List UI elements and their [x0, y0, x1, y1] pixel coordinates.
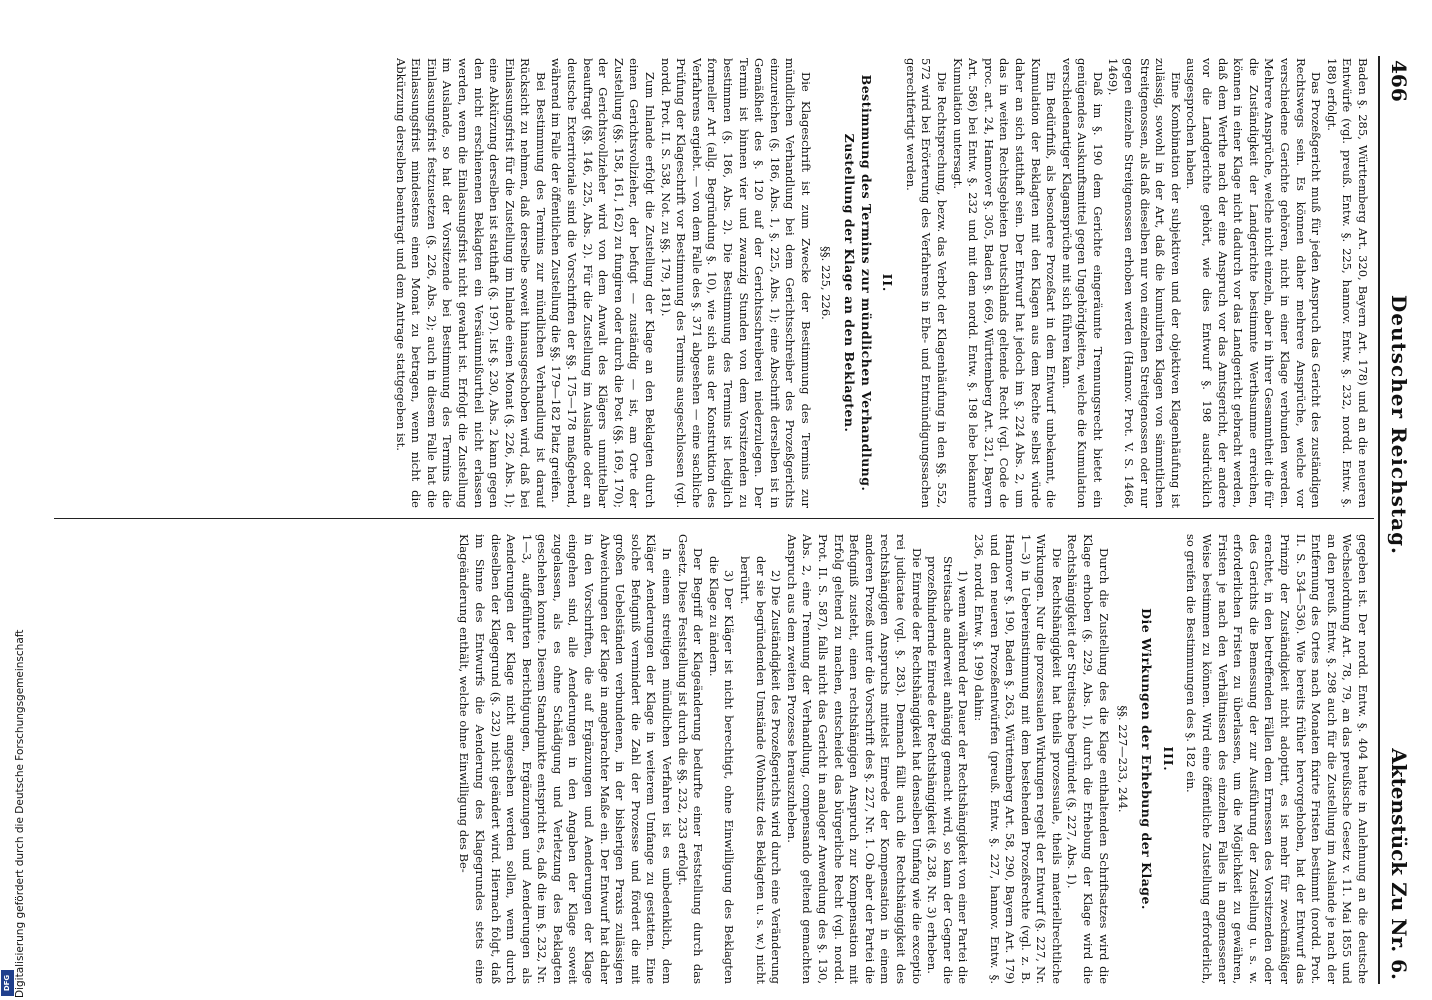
digitization-sidebar	[0, 0, 26, 1000]
paragraph: Die Rechtshängigkeit hat theils prozessuale, theils materiellrechtliche Wirkungen. Nur die prozessualen Wirkungen regelt der Entwurf (§. 227, Nr. 1—3) in Uebereinstimmung mit dem bestehenden Prozeßrechte (vgl. z. B. Hannover §. 190, Baden §. 263, Württemberg Art. 58, 290, Bayern Art. 179) und den neueren Prozeßentwürfen (preuß. Entw. §. 227, hannov. Entw. §. 236, nordd. Entw. §. 199) dahin:	[971, 534, 1064, 984]
list-item: 2) Die Zuständigkeit des Prozeßgerichts wird durch eine Veränderung der sie begründenden Umstände (Wohnsitz des Beklagten u. s. w.) nicht berührt.	[738, 556, 784, 984]
paragraph: Die Einrede der Rechtshängigkeit hat denselben Umfang wie die exceptio rei judicatae (vgl. §. 283). Demnach fällt auch die Rechtshängigkeit des rechtshängigen Anspruchs mittelst Einrede der Kompensation in einem anderen Prozeß unter die Vorschrift des §. 227, Nr. 1. Ob aber der Partei die Befugniß zusteht, einen rechtshängigen Anspruch zur Kompensation mit Erfolg geltend zu machen, entscheidet das bürgerliche Recht (vgl. nordd. Prot. II. S. 587), falls nicht das Gericht in analoger Anwendung des §. 130, Abs. 2, eine Trennung der Verhandlung, compensando geltend gemachten Anspruch aus dem zweiten Prozesse herauszuheben.	[784, 534, 924, 984]
paragraph: In einem streitigen mündlichen Verfahren ist es unbedenklich, dem Kläger Aenderungen der Klage in weiterem Umfange zu gestatten. Eine solche Befugniß vermindert die Zahl der Prozesse und fördert die mit großen Uebelständen verbundenen, in der bisherigen Praxis zulässigen Abweichungen der Klage in angebrachter Maße ein. Der Entwurf hat daher in den Vorschriften, die auf Ergänzungen und Aenderungen der Klage eingehen sind, alle Aenderungen in den Angaben der Klage soweit zugelassen, als es ohne Schädigung und Verletzung des Beklagten geschehen konnte. Diesem Standpunkte entspricht es, daß die im §. 232, Nr. 1—3, aufgeführten Berichtigungen, Ergänzungen und Aenderungen als Aenderungen der Klage nicht angesehen werden sollen, wenn durch dieselben der Klagegrund (§. 232) nicht geändert wird. Hiernach folgt, daß im Sinne des Entwurfs die Aenderung des Klagegrundes stets eine Klageänderung enthält, welche ohne Einwilligung des Be-	[457, 534, 675, 984]
paragraph: Eine Kombination der subjektiven und der objektiven Klagenhäufung ist zulässig, sowohl in der Art, daß die kumulirten Klagen von sämmtlichen Streitgenossen, als daß dieselben nur von einzelnen Streitgenossen oder nur gegen einzelne Streitgenossen erhoben werden (Hannov. Prot. V. S. 1468, 1469).	[1106, 58, 1183, 508]
paragraph: Baden §. 285, Württemberg Art. 320, Bayern Art. 178) und an die neueren Entwürfe (vgl. preuß. Entw. §. 225, hannov. Entw. §. 232, nordd. Entw. §. 188) erfolgt.	[1324, 58, 1370, 508]
section-heading: Bestimmung des Termins zur mündlichen Verhandlung. Zustellung der Klage an den Beklagten.	[841, 74, 874, 492]
paragraph-reference: §§. 227—233, 244.	[1116, 705, 1131, 813]
paragraph: Ein Bedürfniß, als besondere Prozeßart in dem Entwurf unbekannt, die Kumulation der Beklagten mit den Klagen aus dem Rechte selbst würde daher an sich statthaft sein. Der Entwurf hat jedoch im §. 224 Abs. 2, um das in weiten Rechtsgebieten Deutschlands geltende Recht (vgl. Code de proc. art. 24, Hannover §. 305, Baden §. 669, Württemberg Art. 321, Bayern Art. 586) bei Entw. §. 232 und mit dem nordd. Entw. §. 198 lebe bekannte Kumulation untersagt.	[950, 58, 1059, 508]
column-separator	[54, 518, 1374, 519]
section-number: III.	[1160, 746, 1175, 772]
list-item: 1) wenn während der Dauer der Rechtshängigkeit von einer Partei die Streitsache anderweit anhängig gemacht wird, so kann der Gegner die prozeßhindernde Einrede der Rechtshängigkeit (§. 238, Nr. 3) erheben.	[925, 556, 971, 984]
list-item: 3) Der Kläger ist nicht berechtigt, ohne Einwilligung des Beklagten die Klage zu ändern.	[706, 556, 737, 984]
paragraph: Das Prozeßgericht muß für jeden Anspruch das Gericht des zuständigen Rechtswegs sein. Es können daher mehrere Ansprüche, welche vor verschiedene Gerichte gehören, nicht in einer Klage verbunden werden. Mehrere Ansprüche, welche nicht einzeln, aber in ihrer Gesammtheit die für die Zuständigkeit der Landgerichte bestimmte Werthsumme erreichen, können in einer Klage nicht dadurch vor das Landgericht gebracht werden, daß dem Werthe nach der eine Anspruch vor das Amtsgericht, der andere vor die Landgerichte gehört, wie dies Entwurf §. 198 ausdrücklich ausgesprochen haben.	[1184, 58, 1324, 508]
page-number: 466	[1387, 60, 1411, 102]
paragraph-reference: §§. 225, 226.	[818, 246, 833, 320]
right-column	[50, 534, 1370, 984]
left-column	[50, 58, 1370, 508]
paragraph: Der Begriff der Klageänderung bedurfte einer Feststellung durch das Gesetz. Diese Feststellung ist durch die §§. 232, 233 erfolgt.	[675, 534, 706, 984]
section-heading: Die Wirkungen der Erhebung der Klage.	[1139, 608, 1155, 910]
paragraph: Die Klageschrift ist zum Zwecke der Bestimmung des Termins zur mündlichen Verhandlung bei dem Gerichtsschreiber des Prozeßgerichts einzureichen (§. 186, Abs. 1, §. 225, Abs. 1); eine Abschrift derselben ist in Gemäßheit des §. 120 auf der Gerichtsschreiberei niederzulegen. Der Termin ist binnen vier und zwanzig Stunden von dem Vorsitzenden zu bestimmen (§. 186, Abs. 2). Die Bestimmung des Termins ist lediglich formeller Art (allg. Begründung §. 10), wie sich aus der Konstruktion des Verfahrens ergiebt. — von dem Falle des §. 371 abgesehen — eine sachliche Prüfung der Klageschrift vor Bestimmung des Termins ausgeschlossen (vgl. nordd. Prot. II. S. 538, Not. zu §§. 179, 181).	[658, 58, 813, 508]
paragraph: Zum Inlande erfolgt die Zustellung der Klage an den Beklagten durch einen Gerichtsvollzieher, der befugt — zuständig — ist, am Orte der Zustellung (§§. 158, 161, 162) zu fungiren oder durch die Post (§§. 169, 170); der Gerichtsvollzieher wird von dem Anwalt des Klägers unmittelbar beauftragt (§§. 146, 225, Abs. 2). Für die Zustellung im Auslande oder an deutsche Exterritoriale sind die Vorschriften der §§. 175—178 maßgebend, während im Falle der öffentlichen Zustellung die §§. 179—182 Platz greifen.	[549, 58, 658, 508]
paragraph: Die Rechtsprechung, bezw. das Verbot der Klagenhäufung in den §§. 552, 572 wird bei Erörterung des Verfahrens in Ehe- und Entmündigungssachen gerechtfertigt werden.	[903, 58, 949, 508]
dfg-credit-text: Digitalisierung gefördert durch die Deutsche Forschungsgemeinschaft	[14, 629, 26, 998]
page-title: Deutscher Reichstag.	[1387, 294, 1411, 556]
paragraph: gegeben ist. Der nordd. Entw. §. 404 hatte in Anlehnung an die deutsche Wechselordnung Art. 78, 79, an das preußische Gesetz v. 11. Mai 1855 und an den preuß. Entw. §. 298 auch für die Zustellung im Auslande je nach der Entfernung des Ortes nach Monaten fixirte Fristen bestimmt (nordd. Prot. II. S. 534—536). Wie bereits früher hervorgehoben, hat der Entwurf das Prinzip der Zuständigkeit nicht adoptirt, es ist mehr für zweckmäßiger erachtet, in den betreffenden Fällen dem Ermessen des Vorsitzenden oder des Gerichts die Bemessung der zur Ausführung der Zustellung u. s. w. erforderlichen Fristen zu überlassen, um die Möglichkeit zu gewähren, Fristen je nach den Verhältnissen des einzelnen Falles in angemessener Weise bestimmen zu können. Wird eine öffentliche Zustellung erforderlich, so greifen die Bestimmungen des §. 182 ein.	[1184, 534, 1370, 984]
scanned-page	[40, 40, 1420, 1000]
running-head	[1384, 60, 1414, 980]
header-rule	[1378, 56, 1380, 984]
paragraph: Bei Bestimmung des Termins zur mündlichen Verhandlung ist darauf Rücksicht zu nehmen, daß derselbe soweit hinausgeschoben wird, daß bei Einlassungsfrist für die Zustellung im Inlande einen Monat (§. 226, Abs. 1); eine Abkürzung derselben ist statthaft (§. 197). Ist §. 230, Abs. 2 kann gegen den nicht erschienenen Beklagten ein Versäumnißurtheil nicht erlassen werden, wenn die Einlassungsfrist nicht gewahrt ist. Erfolgt die Zustellung im Auslande, so hat der Vorsitzende bei Bestimmung des Termins die Einlassungsfrist festzusetzen (§. 226, Abs. 2); auch in diesem Falle hat die Einlassungsfrist mindestens einen Monat zu betragen, wenn nicht die Abkürzung derselben beantragt und dem Antrage stattgegeben ist.	[393, 58, 548, 508]
dfg-logo-text: DFG	[3, 974, 12, 992]
paragraph: Durch die Zustellung des die Klage enthaltenden Schriftsatzes wird die Klage erhoben (§. 229, Abs. 1), durch die Erhebung der Klage wird die Rechtshängigkeit der Streitsache begründet (§. 227, Abs. 1).	[1065, 534, 1111, 984]
section-number: II.	[880, 273, 895, 293]
appendix-label: Aktenstück Zu Nr. 6.	[1387, 748, 1411, 980]
paragraph: Daß im §. 190 dem Gerichte eingeräumte Trennungsrecht bietet ein genügendes Auskunftsmittel gegen Ungehörigkeiten, welche die Kumulation verschiedenartiger Klagansprüche mit sich führen kann.	[1059, 58, 1105, 508]
dfg-logo	[1, 970, 14, 996]
